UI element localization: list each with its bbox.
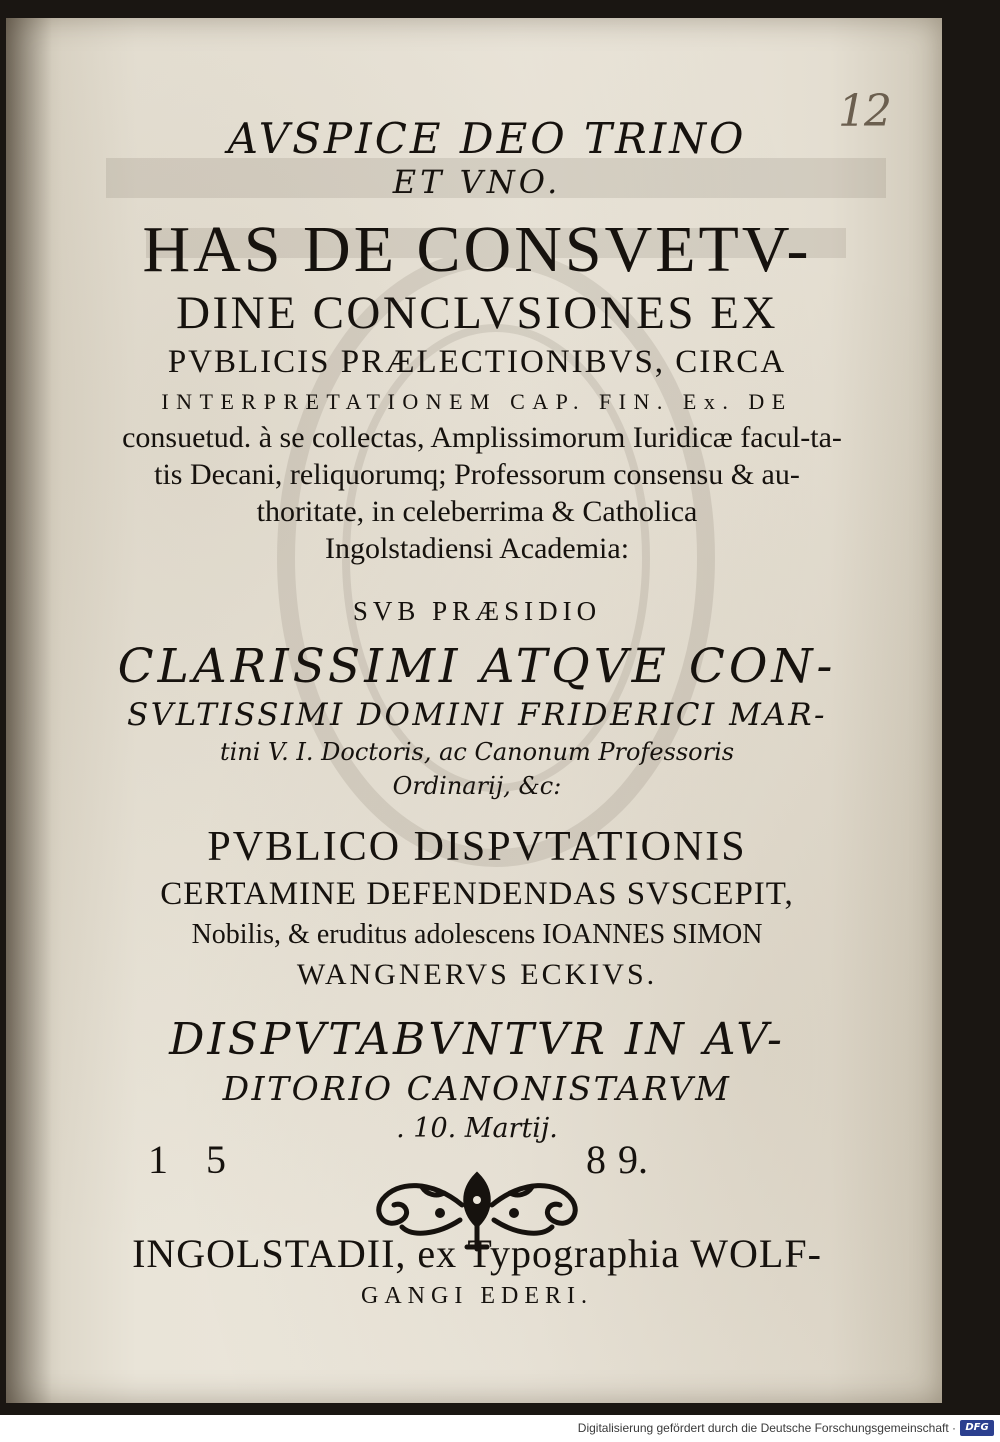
title-line-5: consuetud. à se collectas, Amplissimorum Iuridicæ facul-ta- bbox=[122, 421, 842, 454]
praesidium-line-2: SVLTISSIMI DOMINI FRIDERICI MAR- bbox=[126, 697, 828, 733]
printer-imprint bbox=[6, 1230, 948, 1314]
disputatio-line-2: DITORIO CANONISTARVM bbox=[222, 1069, 732, 1108]
year-digit-2: 5 bbox=[206, 1137, 226, 1182]
year-digit-1: 1 bbox=[148, 1137, 168, 1182]
imprint-year bbox=[6, 1136, 948, 1182]
publico-line-4: WANGNERVS ECKIVS. bbox=[296, 958, 658, 991]
praesidium-line-1: CLARISSIMI ATQVE CON- bbox=[117, 639, 837, 694]
year-digit-3: 8 bbox=[586, 1137, 606, 1182]
dfg-logo: DFG bbox=[960, 1420, 994, 1436]
title-line-2: DINE CONCLVSIONES EX bbox=[176, 287, 778, 339]
title-line-3: PVBLICIS PRÆLECTIONIBVS, CIRCA bbox=[167, 344, 787, 380]
title-line-8: Ingolstadiensi Academia: bbox=[324, 532, 630, 565]
disputatio-line-1: DISPVTABVNTVR IN AV- bbox=[169, 1014, 785, 1065]
praesidium-line-4: Ordinarij, &c: bbox=[392, 772, 562, 800]
title-line-6: tis Decani, reliquorumq; Professorum consensu & au- bbox=[154, 458, 800, 491]
digitization-footer bbox=[0, 1415, 1000, 1442]
praesidium-line-3: tini V. I. Doctoris, ac Canonum Professoris bbox=[219, 738, 735, 766]
praesidium-heading: SVB PRÆSIDIO bbox=[352, 596, 602, 626]
title-line-7: thoritate, in celeberrima & Catholica bbox=[256, 495, 698, 528]
title-page bbox=[6, 18, 942, 1403]
imprint-line-1: INGOLSTADII, ex Typographia WOLF- bbox=[132, 1231, 822, 1276]
publico-line-3: Nobilis, & eruditus adolescens IOANNES SIMON bbox=[191, 919, 763, 950]
publico-line-1: PVBLICO DISPVTATIONIS bbox=[207, 824, 747, 870]
title-line-4: INTERPRETATIONEM CAP. FIN. Ex. DE bbox=[161, 389, 793, 414]
funding-credit: Digitalisierung gefördert durch die Deutsche Forschungsgemeinschaft · bbox=[577, 1421, 956, 1435]
motto-line-1: AVSPICE DEO TRINO bbox=[227, 114, 747, 163]
imprint-line-2: GANGI EDERI. bbox=[361, 1283, 593, 1309]
title-block bbox=[6, 114, 948, 1255]
disputatio-line-3: . 10. Martij. bbox=[396, 1113, 558, 1144]
folio-number: 12 bbox=[838, 86, 890, 137]
year-digit-4: 9. bbox=[618, 1137, 648, 1182]
motto-line-2: ET VNO. bbox=[392, 163, 562, 201]
title-line-1: HAS DE CONSVETV- bbox=[142, 213, 812, 286]
publico-line-2: CERTAMINE DEFENDENDAS SVSCEPIT, bbox=[160, 876, 794, 912]
